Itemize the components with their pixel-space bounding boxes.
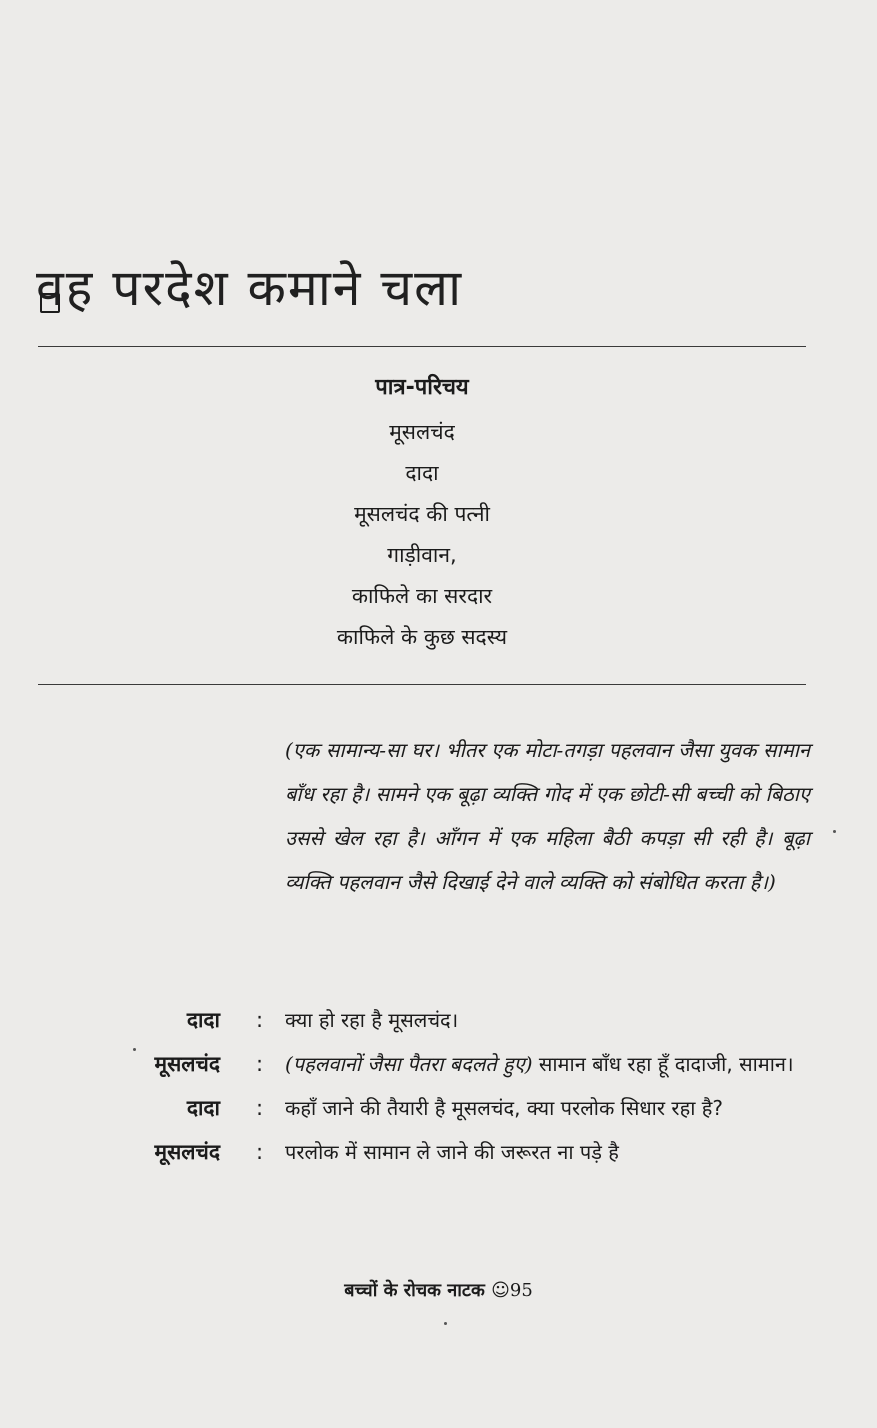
speaker-colon: : [256,1096,264,1120]
dialogue-line [0,1130,877,1174]
cast-member: मूसलचंद [389,420,455,444]
cast-member: मूसलचंद की पत्नी [354,502,490,526]
speech-words: क्या हो रहा है मूसलचंद। [285,1008,459,1032]
speech-text [285,1086,810,1130]
cast-heading: पात्र-परिचय [375,375,469,400]
speaker-colon: : [256,1052,264,1076]
footer-book-title: बच्चों के रोचक नाटक [344,1280,485,1301]
cast-member: काफिले के कुछ सदस्य [336,625,508,649]
speech-text [285,1130,810,1174]
cast-member: काफिले का सरदार [351,584,493,608]
speaker-colon: : [256,1008,264,1032]
speech-words: कहाँ जाने की तैयारी है मूसलचंद, क्या परलोक सिधार रहा है? [285,1096,723,1120]
speech-words: सामान बाँध रहा हूँ दादाजी, सामान। [538,1052,794,1076]
speaker-name: मूसलचंद [154,1052,220,1076]
cast-member: गाड़ीवान, [387,543,457,567]
cast-list [38,370,806,658]
speaker-name: दादा [186,1008,220,1032]
speaker-name: दादा [186,1096,220,1120]
dialogue-line [0,1086,877,1130]
speaker-colon: : [256,1140,264,1164]
smiley-icon: ☺ [491,1280,510,1301]
speech-direction: (पहलवानों जैसा पैतरा बदलते हुए) [285,1052,533,1076]
speaker-name: मूसलचंद [154,1140,220,1164]
paper-speck [444,1322,447,1325]
page-footer [0,1278,877,1302]
checkbox-square-icon [40,293,60,313]
dialogue-line [0,1042,877,1086]
divider-top [38,346,806,347]
stage-direction: (एक सामान्य-सा घर। भीतर एक मोटा-तगड़ा पहलवान जैसा युवक सामान बाँध रहा है। सामने एक बूढ़ा व्यक्ति गोद में एक छोटी-सी बच्ची को बिठाए उससे खेल रहा है। आँगन में एक महिला बैठी कपड़ा सी रही है। बूढ़ा व्यक्ति पहलवान जैसे दिखाई देने वाले व्यक्ति को संबोधित करता है।) [285,738,810,894]
divider-bottom [38,684,806,685]
dialogue-section [0,998,877,1174]
paper-speck [833,830,836,833]
paper-speck [133,1048,136,1051]
dialogue-line [0,998,877,1042]
page-number: 95 [509,1280,533,1301]
speech-text [285,1042,810,1086]
speech-words: परलोक में सामान ले जाने की जरूरत ना पड़े है [285,1140,619,1164]
chapter-title: वह परदेश कमाने चला [36,258,464,317]
speech-text [285,998,810,1042]
cast-member: दादा [405,461,439,485]
